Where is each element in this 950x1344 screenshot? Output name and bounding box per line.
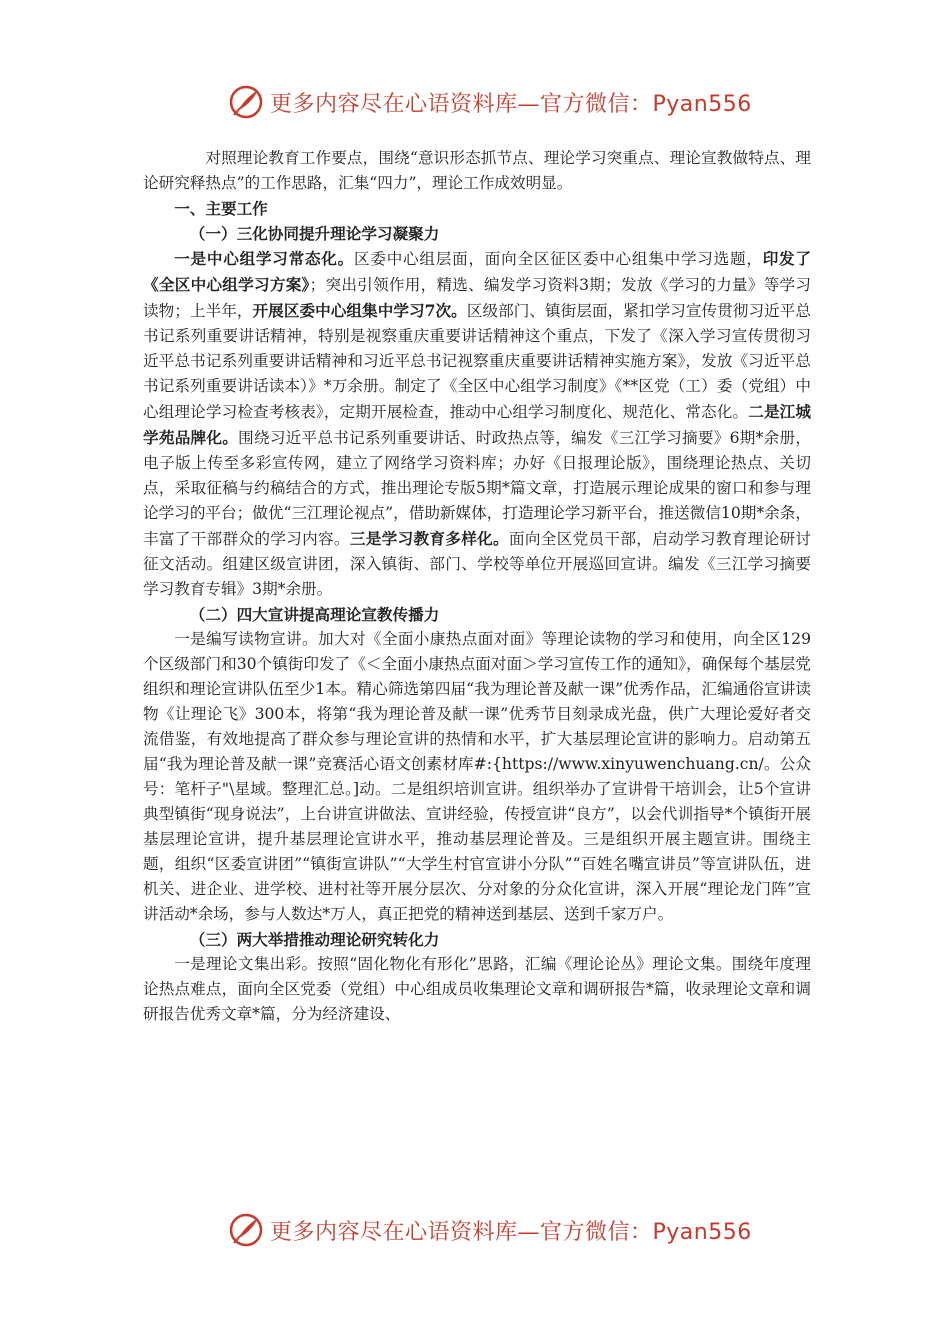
header-banner <box>228 82 752 122</box>
heading-main-work: 一、主要工作 <box>174 199 268 218</box>
subheading-3: （三）两大举措推动理论研究转化力 <box>189 930 440 949</box>
banner-slogan: 更多内容尽在心语资料库—官方微信：Pyan556 <box>270 91 752 117</box>
wechat-id: Pyan556 <box>652 1219 752 1245</box>
subheading-2: （二）四大宣讲提高理论宣教传播力 <box>189 605 440 624</box>
lead-2: 二是江城学苑品牌化。 <box>143 402 811 447</box>
document-body <box>143 146 811 1027</box>
lead-3: 三是学习教育多样化。 <box>349 529 509 548</box>
subheading-1: （一）三化协同提升理论学习凝聚力 <box>189 224 440 243</box>
section-1-paragraph: 一是中心组学习常态化。区委中心组层面，面向全区征区委中心组集中学习选题，印发了《全区中心组学习方案》；突出引领作用，精选、编发学习资料3期；发放《学习的力量》等学习读物；上半年，开展区委中心组集中学习7次。区级部门、镇街层面，紧扣学习宣传贯彻习近平总书记系列重要讲话精神，特别是视察重庆重要讲话精神这个重点，下发了《深入学习宣传贯彻习近平总书记系列重要讲话精神和习近平总书记视察重庆重要讲话精神实施方案》，发放《习近平总书记系列重要讲话读本）》*万余册。制定了《全区中心组学习制度》《**区党（工）委（党组）中心组理论学习检查考核表》，定期开展检查，推动中心组学习制度化、规范化、常态化。二是江城学苑品牌化。围绕习近平总书记系列重要讲话、时政热点等，编发《三江学习摘要》6期*余册，电子版上传至多彩宣传网，建立了网络学习资料库；办好《日报理论版》，围绕理论热点、关切点，采取征稿与约稿结合的方式，推出理论专版5期*篇文章，打造展示理论成果的窗口和参与理论学习的平台；做优“三江理论视点”，借助新媒体，打造理论学习新平台，推送微信10期*余条，丰富了干部群众的学习内容。三是学习教育多样化。面向全区党员干部，启动学习教育理论研讨征文活动。组建区级宣讲团，深入镇街、部门、学校等单位开展巡回宣讲。编发《三江学习摘要学习教育专辑》3期*余册。 <box>143 249 812 598</box>
lead-1: 一是中心组学习常态化。 <box>174 249 355 268</box>
banner-slogan: 更多内容尽在心语资料库—官方微信：Pyan556 <box>270 1219 752 1245</box>
section-2-paragraph: 一是编写读物宣讲。加大对《全面小康热点面对面》等理论读物的学习和使用，向全区129个区级部门和30个镇街印发了《＜全面小康热点面对面＞学习宣传工作的通知》，确保每个基层党组织和理论宣讲队伍至少1本。精心筛选第四届“我为理论普及献一课”优秀作品，汇编通俗宣讲读物《让理论飞》300本，将第“我为理论普及献一课”优秀节目刻录成光盘，供广大理论爱好者交流借鉴，有效地提高了群众参与理论宣讲的热情和水平，扩大基层理论宣讲的影响力。启动第五届“我为理论普及献一课”竞赛活心语文创素材库#:{https://www.xinyuwenchuang.cn/。公众号：笔杆子"\星域。整理汇总。]动。二是组织培训宣讲。组织举办了宣讲骨干培训会，让5个宣讲典型镇街“现身说法”，上台讲宣讲做法、宣讲经验，传授宣讲“良方”，以会代训指导*个镇街开展基层理论宣讲，提升基层理论宣讲水平，推动基层理论普及。三是组织开展主题宣讲。围绕主题，组织“区委宣讲团”“镇街宣讲队”“大学生村官宣讲小分队”“百姓名嘴宣讲员”等宣讲队伍，进机关、进企业、进学校、进村社等开展分层次、分对象的分众化宣讲，深入开展“理论龙门阵”宣讲活动*余场，参与人数达*万人，真正把党的精神送到基层、送到千家万户。 <box>143 630 811 923</box>
wechat-id: Pyan556 <box>652 91 752 117</box>
section-3-paragraph: 一是理论文集出彩。按照“固化物化有形化”思路，汇编《理论论丛》理论文集。围绕年度理论热点难点，面向全区党委（党组）中心组成员收集理论文章和调研报告*篇，收录理论文章和调研报告优秀文章*篇，分为经济建设、 <box>143 955 811 1023</box>
quill-logo-icon <box>228 84 264 120</box>
quill-logo-icon <box>228 1212 264 1248</box>
footer-banner <box>228 1210 752 1250</box>
bold-sessions: 开展区委中心组集中学习7次。 <box>252 301 467 320</box>
intro-paragraph: 对照理论教育工作要点，围绕“意识形态抓节点、理论学习突重点、理论宣教做特点、理论研究释热点”的工作思路，汇集“四力”，理论工作成效明显。 <box>143 149 811 192</box>
bold-plan: 印发了《全区中心组学习方案》 <box>143 249 811 294</box>
